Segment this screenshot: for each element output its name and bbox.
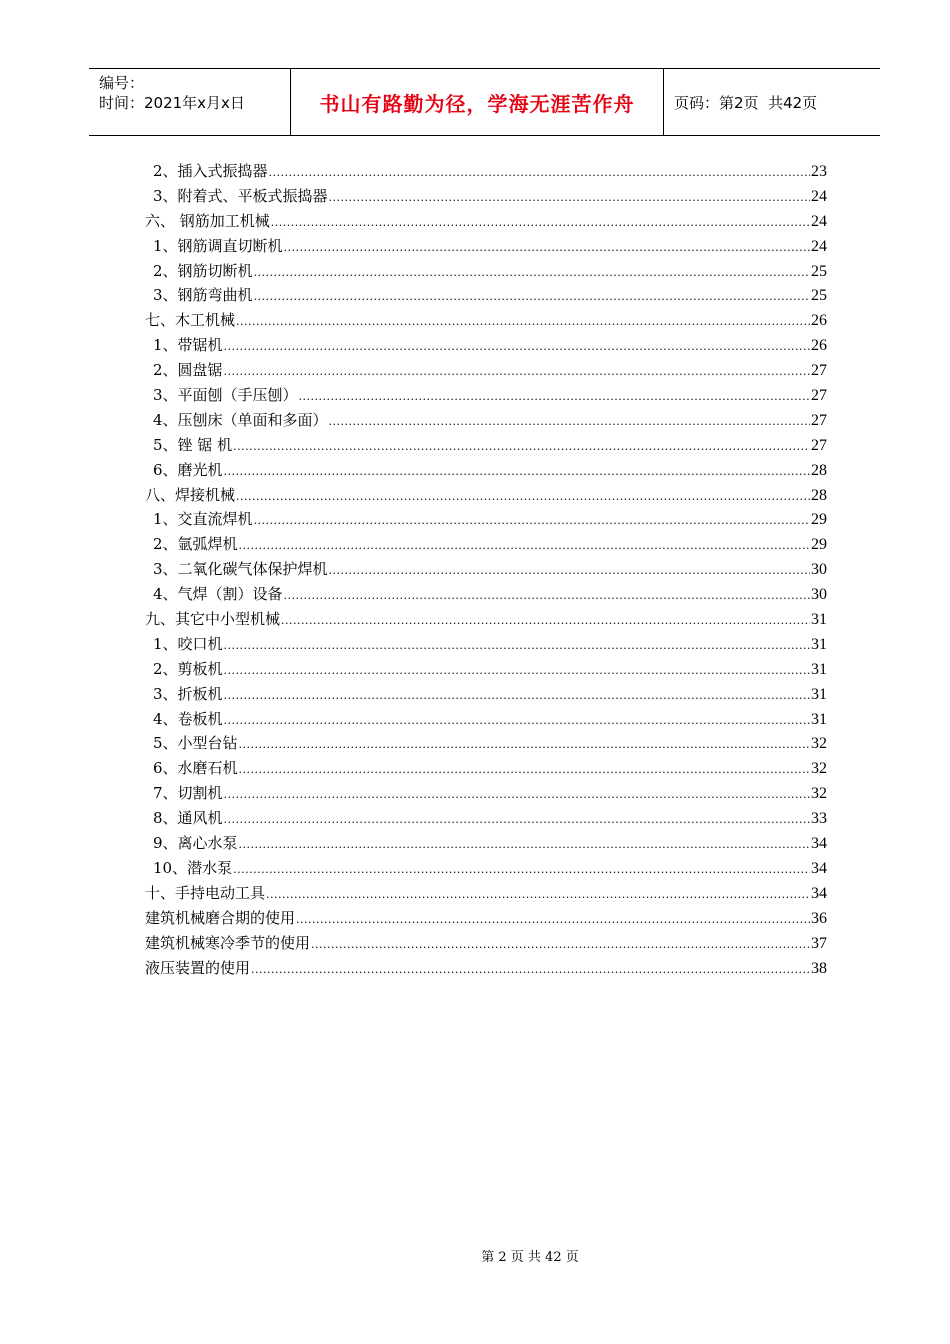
toc-entry-title: 7、切割机 — [153, 784, 223, 803]
toc-entry-title: 4、压刨床（单面和多面） — [153, 410, 328, 429]
toc-entry-page: 36 — [811, 909, 827, 927]
toc-entry[interactable] — [145, 308, 827, 333]
toc-entry[interactable] — [145, 856, 827, 881]
toc-entry-title: 3、二氧化碳气体保护焊机 — [153, 560, 328, 579]
toc-entry-title: 六、 钢筋加工机械 — [145, 211, 270, 230]
toc-entry-title: 2、圆盘锯 — [153, 361, 223, 380]
toc-entry-title: 八、焊接机械 — [145, 485, 236, 504]
toc-dot-leader — [281, 607, 810, 634]
toc-entry-title: 1、带锯机 — [153, 336, 223, 355]
toc-entry-page: 27 — [811, 387, 827, 405]
toc-entry[interactable] — [145, 283, 827, 308]
toc-dot-leader — [254, 259, 810, 286]
toc-dot-leader — [224, 458, 810, 485]
toc-entry-title: 6、磨光机 — [153, 460, 223, 479]
toc-entry-page: 29 — [811, 511, 827, 529]
toc-dot-leader — [224, 632, 810, 659]
toc-entry-title: 2、插入式振捣器 — [153, 162, 268, 180]
toc-dot-leader — [329, 557, 810, 584]
toc-dot-leader — [266, 881, 810, 908]
toc-dot-leader — [329, 408, 810, 435]
toc-dot-leader — [224, 682, 810, 709]
toc-entry[interactable] — [145, 557, 827, 582]
document-number-label: 编号： — [99, 74, 145, 92]
toc-dot-leader — [224, 657, 810, 684]
toc-entry-title: 2、氩弧焊机 — [153, 535, 238, 554]
toc-entry[interactable] — [145, 632, 827, 657]
toc-entry[interactable] — [145, 408, 827, 433]
toc-entry[interactable] — [145, 906, 827, 931]
toc-entry-page: 30 — [811, 561, 827, 579]
page-header — [89, 68, 880, 136]
toc-entry-title: 2、剪板机 — [153, 659, 223, 678]
toc-entry-page: 37 — [811, 934, 827, 952]
table-of-contents — [145, 159, 827, 980]
toc-dot-leader — [224, 707, 810, 734]
toc-entry-page: 31 — [811, 660, 827, 678]
toc-dot-leader — [269, 159, 810, 186]
toc-entry-title: 液压装置的使用 — [145, 958, 251, 977]
toc-entry-title: 2、钢筋切断机 — [153, 261, 253, 280]
toc-entry-title: 1、交直流焊机 — [153, 510, 253, 529]
toc-entry[interactable] — [145, 358, 827, 383]
toc-entry[interactable] — [145, 483, 827, 508]
toc-entry-page: 27 — [811, 436, 827, 454]
toc-dot-leader — [236, 308, 810, 335]
toc-entry-page: 34 — [811, 859, 827, 877]
toc-entry[interactable] — [145, 731, 827, 756]
toc-entry[interactable] — [145, 756, 827, 781]
toc-dot-leader — [239, 831, 810, 858]
toc-entry-title: 建筑机械寒冷季节的使用 — [145, 933, 311, 952]
toc-entry-title: 6、水磨石机 — [153, 759, 238, 778]
toc-dot-leader — [251, 956, 810, 983]
toc-entry[interactable] — [145, 582, 827, 607]
toc-entry[interactable] — [145, 956, 827, 981]
toc-dot-leader — [224, 358, 810, 385]
toc-dot-leader — [239, 731, 810, 758]
toc-entry[interactable] — [145, 433, 827, 458]
toc-entry[interactable] — [145, 707, 827, 732]
toc-entry-page: 29 — [811, 536, 827, 554]
page-footer — [0, 1246, 950, 1265]
toc-entry[interactable] — [145, 458, 827, 483]
toc-entry-page: 28 — [811, 486, 827, 504]
toc-entry-title: 8、通风机 — [153, 809, 223, 828]
toc-entry[interactable] — [145, 931, 827, 956]
toc-entry-page: 24 — [811, 187, 827, 205]
header-meta — [89, 69, 291, 135]
toc-entry-page: 30 — [811, 586, 827, 604]
toc-entry-title: 3、折板机 — [153, 684, 223, 703]
toc-dot-leader — [284, 582, 810, 609]
toc-entry-page: 32 — [811, 785, 827, 803]
toc-dot-leader — [254, 507, 810, 534]
toc-entry[interactable] — [145, 607, 827, 632]
toc-entry-page: 32 — [811, 760, 827, 778]
toc-entry[interactable] — [145, 532, 827, 557]
toc-entry-page: 26 — [811, 337, 827, 355]
toc-entry-page: 26 — [811, 312, 827, 330]
toc-entry-page: 27 — [811, 362, 827, 380]
toc-entry-page: 28 — [811, 461, 827, 479]
toc-entry-title: 建筑机械磨合期的使用 — [145, 908, 296, 927]
toc-entry-page: 24 — [811, 212, 827, 230]
toc-dot-leader — [233, 433, 810, 460]
toc-entry-page: 24 — [811, 237, 827, 255]
toc-entry-title: 七、木工机械 — [145, 311, 236, 330]
toc-entry-page: 25 — [811, 287, 827, 305]
toc-dot-leader — [299, 383, 810, 410]
toc-entry-page: 23 — [811, 163, 827, 180]
toc-entry-page: 32 — [811, 735, 827, 753]
toc-entry-title: 3、附着式、平板式振捣器 — [153, 186, 328, 205]
toc-entry-page: 31 — [811, 710, 827, 728]
toc-dot-leader — [311, 931, 810, 958]
header-motto — [291, 69, 664, 135]
toc-dot-leader — [239, 532, 810, 559]
toc-entry-title: 十、手持电动工具 — [145, 883, 266, 902]
toc-dot-leader — [296, 906, 810, 933]
toc-entry[interactable] — [145, 159, 827, 184]
toc-entry[interactable] — [145, 881, 827, 906]
toc-entry[interactable] — [145, 682, 827, 707]
toc-entry[interactable] — [145, 234, 827, 259]
toc-entry[interactable] — [145, 806, 827, 831]
footer-page-number: 第 2 页 共 42 页 — [481, 1250, 579, 1265]
toc-entry[interactable] — [145, 781, 827, 806]
toc-entry-page: 38 — [811, 959, 827, 977]
toc-entry[interactable] — [145, 507, 827, 532]
toc-entry[interactable] — [145, 259, 827, 284]
toc-entry[interactable] — [145, 209, 827, 234]
toc-dot-leader — [329, 184, 810, 211]
toc-entry-title: 4、卷板机 — [153, 709, 223, 728]
toc-entry[interactable] — [145, 184, 827, 209]
toc-entry-title: 1、钢筋调直切断机 — [153, 236, 283, 255]
toc-dot-leader — [236, 483, 810, 510]
toc-entry-page: 34 — [811, 835, 827, 853]
toc-entry-page: 27 — [811, 411, 827, 429]
toc-dot-leader — [224, 806, 810, 833]
toc-entry-title: 1、咬口机 — [153, 634, 223, 653]
document-time-label: 时间：2021年x月x日 — [99, 94, 245, 112]
toc-entry-title: 10、潜水泵 — [153, 858, 233, 877]
toc-entry[interactable] — [145, 333, 827, 358]
toc-entry[interactable] — [145, 383, 827, 408]
toc-entry-page: 25 — [811, 262, 827, 280]
header-page-label: 页码：第2页 共42页 — [674, 93, 818, 112]
toc-entry-page: 31 — [811, 635, 827, 653]
toc-entry-page: 33 — [811, 810, 827, 828]
toc-dot-leader — [224, 781, 810, 808]
toc-entry-page: 31 — [811, 685, 827, 703]
toc-entry-title: 4、气焊（割）设备 — [153, 585, 283, 604]
toc-entry-title: 5、小型台钻 — [153, 734, 238, 753]
motto-text: 书山有路勤为径，学海无涯苦作舟 — [319, 91, 635, 116]
toc-entry-title: 3、平面刨（手压刨） — [153, 386, 298, 405]
toc-entry-title: 9、离心水泵 — [153, 834, 238, 853]
toc-dot-leader — [284, 234, 810, 261]
toc-dot-leader — [271, 209, 810, 236]
toc-entry-title: 九、其它中小型机械 — [145, 610, 281, 629]
toc-entry-title: 5、锉 锯 机 — [153, 435, 233, 454]
toc-dot-leader — [254, 283, 810, 310]
toc-dot-leader — [224, 333, 810, 360]
toc-entry-page: 31 — [811, 611, 827, 629]
toc-dot-leader — [233, 856, 810, 883]
toc-entry[interactable] — [145, 831, 827, 856]
toc-entry[interactable] — [145, 657, 827, 682]
toc-entry-page: 34 — [811, 884, 827, 902]
header-page-info — [664, 69, 880, 135]
toc-entry-title: 3、钢筋弯曲机 — [153, 286, 253, 305]
toc-dot-leader — [239, 756, 810, 783]
